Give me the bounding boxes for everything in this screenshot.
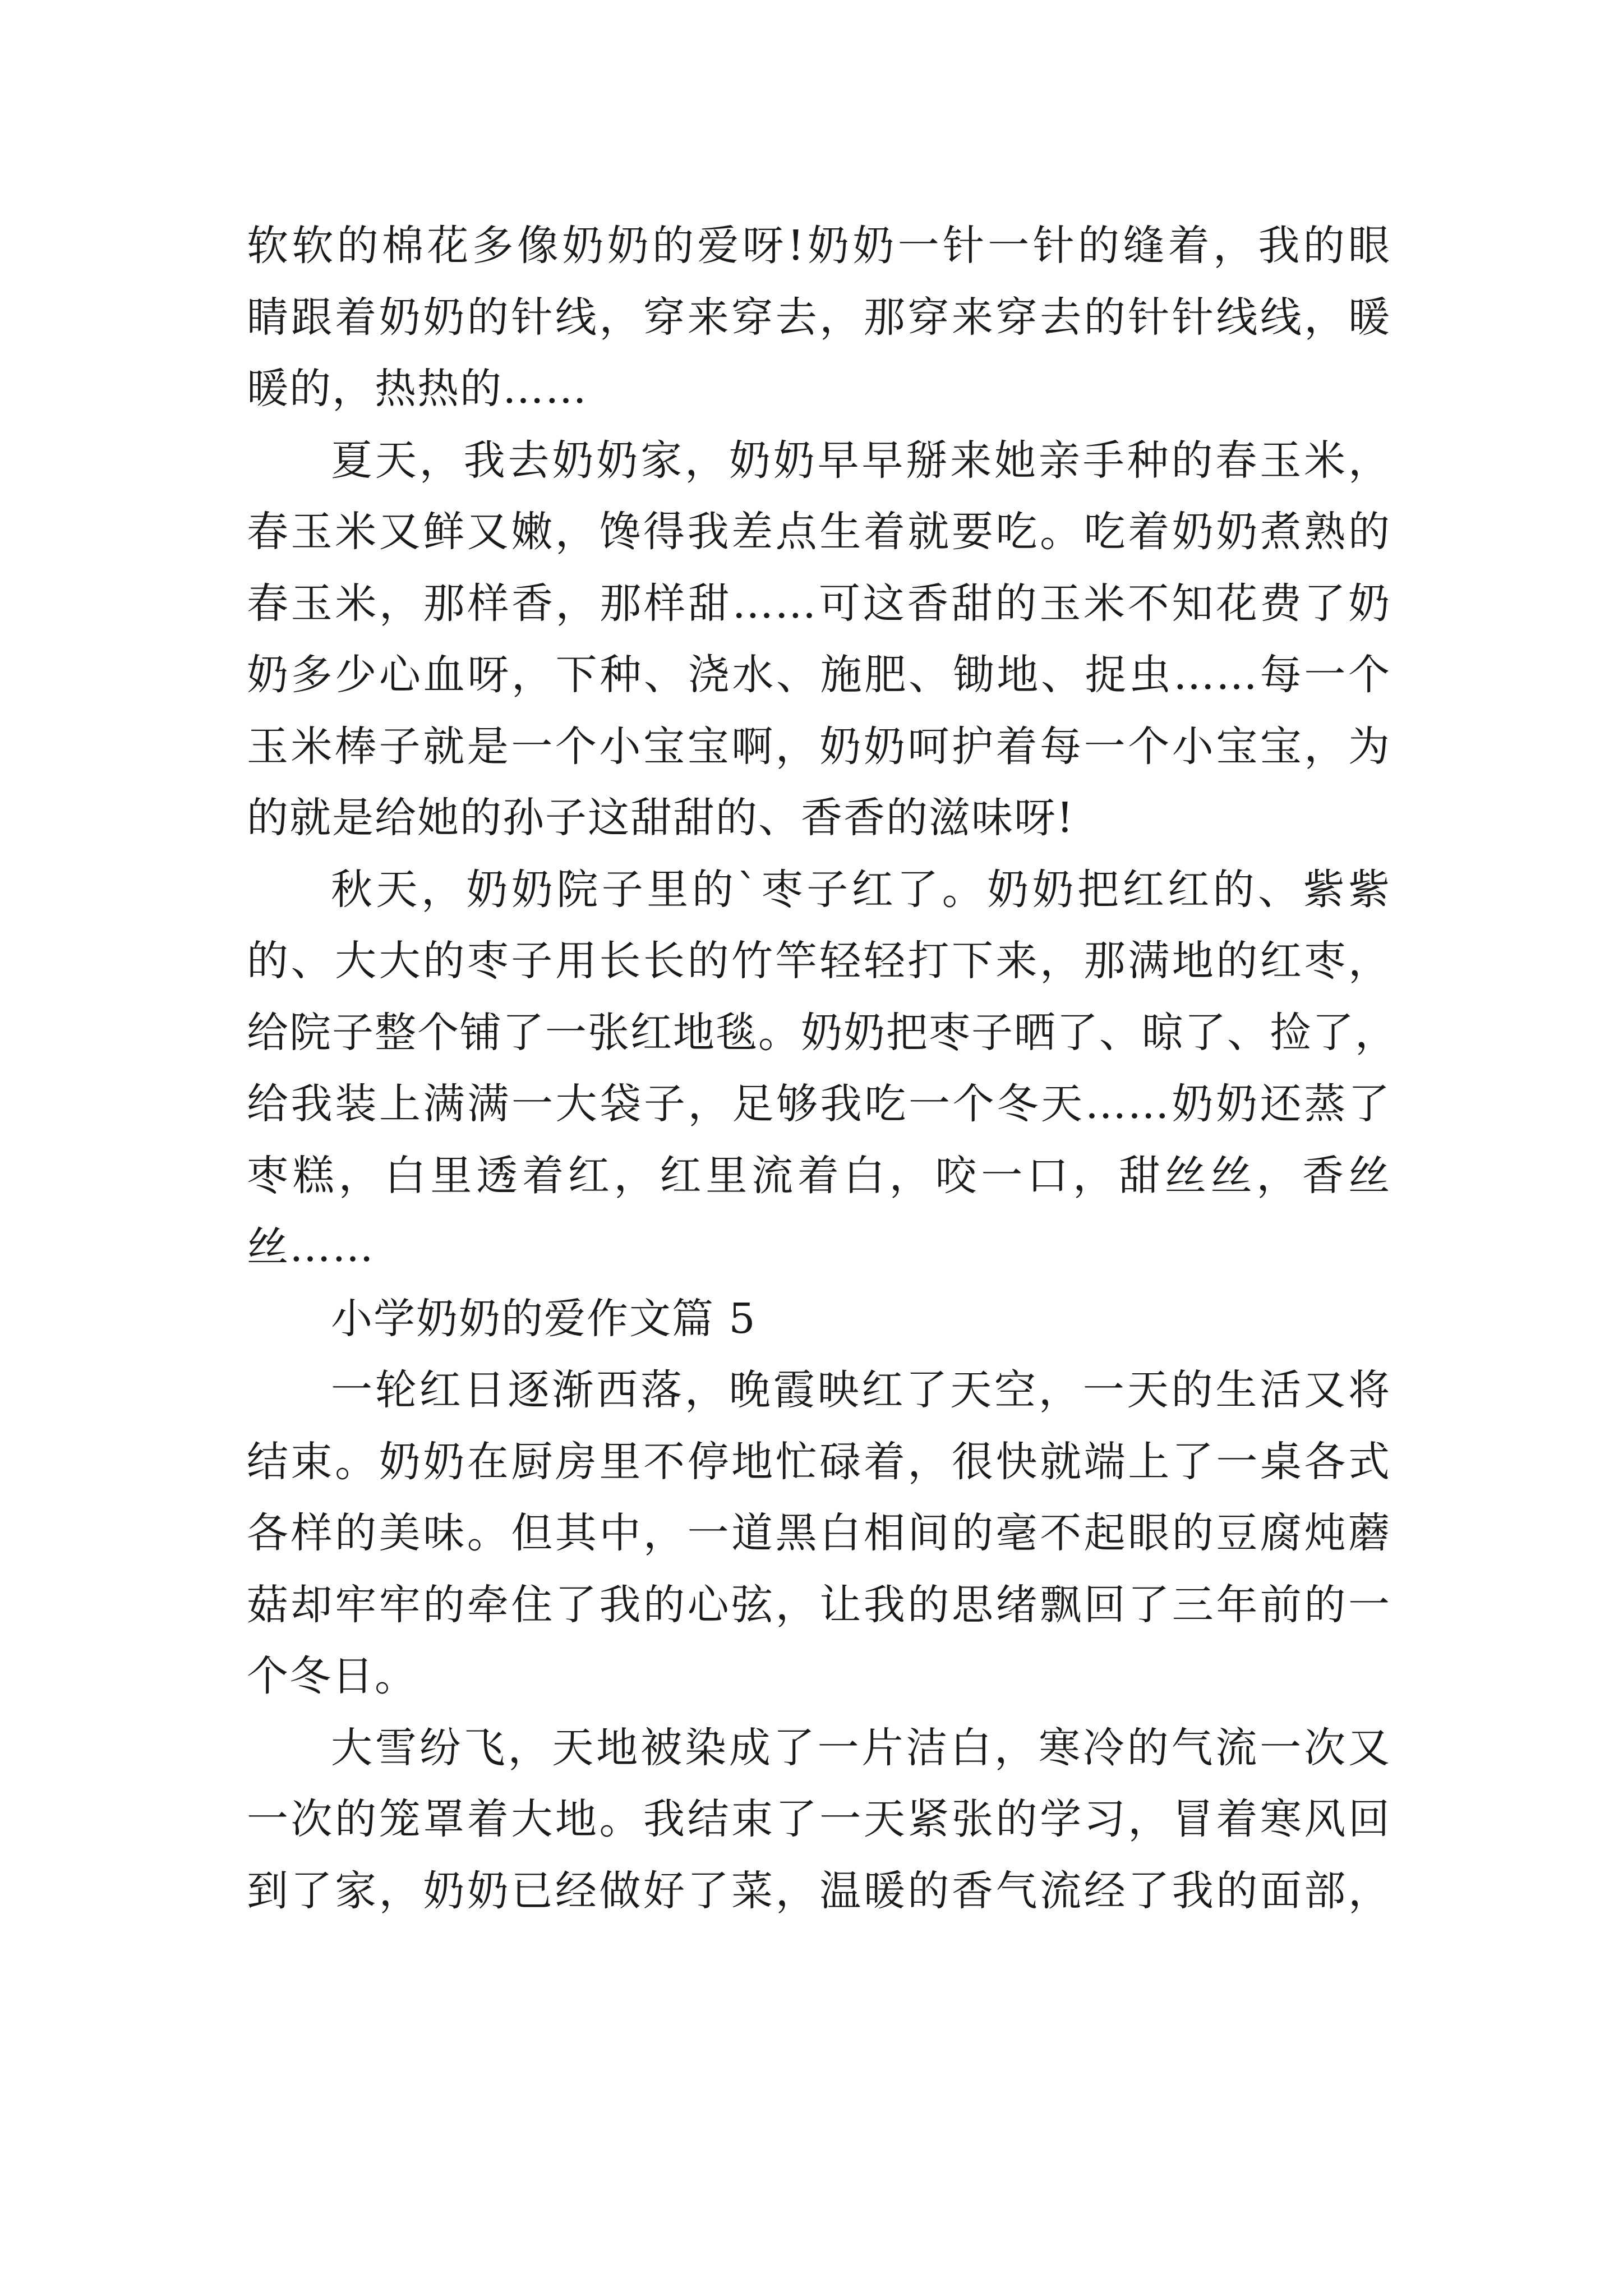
text-line: 结束。奶奶在厨房里不停地忙碌着，很快就端上了一桌各式 [247,1437,1391,1486]
text-line: 暖的，热热的…… [247,365,588,413]
text-line: 春玉米又鲜又嫩，馋得我差点生着就要吃。吃着奶奶煮熟的 [247,508,1391,556]
paragraph-first-line: 夏天，我去奶奶家，奶奶早早掰来她亲手种的春玉米， [331,436,1391,485]
text-line: 的就是给她的孙子这甜甜的、香香的滋味呀! [247,794,1075,842]
text-line: 各样的美味。但其中，一道黑白相间的毫不起眼的豆腐炖蘑 [247,1509,1391,1557]
text-line: 菇却牢牢的牵住了我的心弦，让我的思绪飘回了三年前的一 [247,1580,1391,1629]
text-line: 个冬日。 [247,1652,417,1700]
text-line: 的、大大的枣子用长长的竹竿轻轻打下来，那满地的红枣， [247,937,1391,985]
text-line: 给院子整个铺了一张红地毯。奶奶把枣子晒了、晾了、捡了， [247,1008,1398,1057]
text-line: 枣糕，白里透着红，红里流着白，咬一口，甜丝丝，香丝 [247,1151,1391,1200]
text-line: 到了家，奶奶已经做好了菜，温暖的香气流经了我的面部， [247,1866,1391,1915]
paragraph-first-line: 大雪纷飞，天地被染成了一片洁白，寒冷的气流一次又 [331,1723,1391,1772]
paragraph-first-line: 秋天，奶奶院子里的`枣子红了。奶奶把红红的、紫紫 [331,865,1391,914]
text-line: 奶多少心血呀，下种、浇水、施肥、锄地、捉虫……每一个 [247,651,1391,699]
paragraph-first-line: 一轮红日逐渐西落，晚霞映红了天空，一天的生活又将 [331,1366,1391,1414]
essay-body [247,210,1398,1927]
text-line: 睛跟着奶奶的针线，穿来穿去，那穿来穿去的针针线线，暖 [247,293,1391,342]
text-line: 软软的棉花多像奶奶的爱呀!奶奶一针一针的缝着，我的眼 [247,222,1391,270]
section-heading: 小学奶奶的爱作文篇 5 [331,1294,757,1343]
text-line: 一次的笼罩着大地。我结束了一天紧张的学习，冒着寒风回 [247,1795,1391,1843]
text-line: 春玉米，那样香，那样甜……可这香甜的玉米不知花费了奶 [247,579,1391,628]
text-line: 玉米棒子就是一个小宝宝啊，奶奶呵护着每一个小宝宝，为 [247,722,1391,771]
text-line: 给我装上满满一大袋子，足够我吃一个冬天……奶奶还蒸了 [247,1080,1391,1128]
text-line: 丝…… [247,1223,375,1271]
